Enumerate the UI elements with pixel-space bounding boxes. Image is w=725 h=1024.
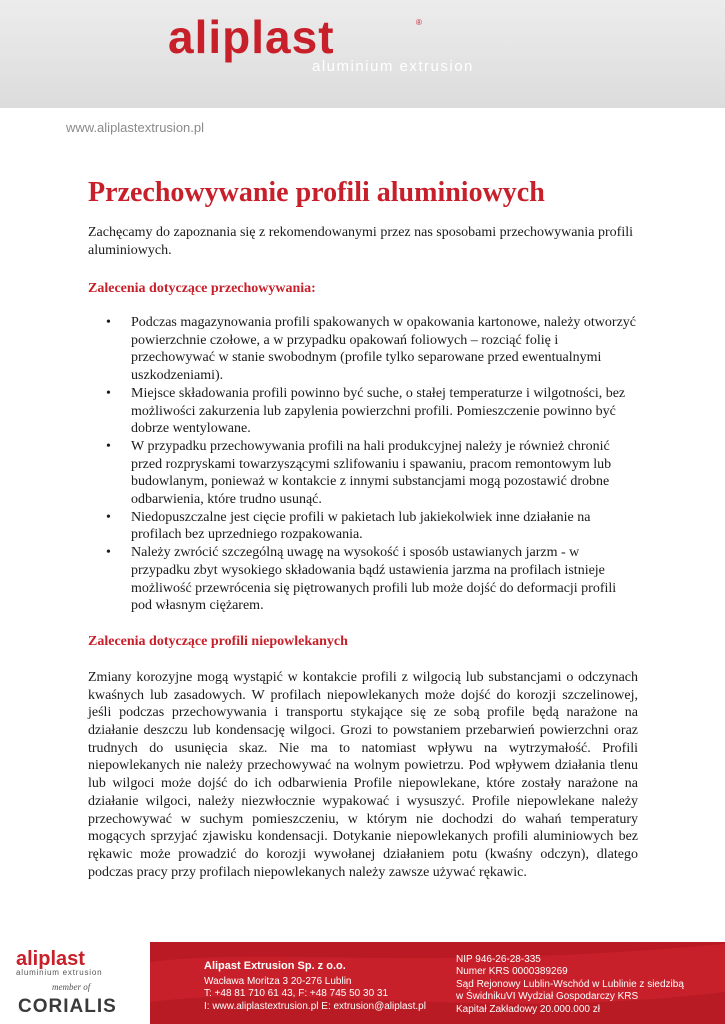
section-heading-storage: Zalecenia dotyczące przechowywania: xyxy=(88,281,316,296)
storage-recommendations-list xyxy=(88,314,638,615)
footer-phone: T: +48 81 710 61 43, F: +48 745 50 30 31 xyxy=(204,988,389,1000)
header-band xyxy=(0,0,725,108)
list-item xyxy=(88,544,638,615)
footer-web-email[interactable]: I: www.aliplastextrusion.pl E: extrusion@aliplast.pl xyxy=(204,1000,426,1012)
bullet-icon: • xyxy=(106,545,111,561)
member-of-label: member of xyxy=(52,982,91,992)
footer-logo: aliplast xyxy=(16,948,85,970)
list-item xyxy=(88,509,638,544)
bullet-icon: • xyxy=(106,438,111,454)
list-item-text: Miejsce składowania profili powinno być suche, o stałej temperaturze i wilgotności, bez możliwości zakurzenia lub zapylenia powierzchni profili. Pomieszczenie powinno być dobrze wentylowane. xyxy=(131,385,626,437)
header-website-link[interactable]: www.aliplastextrusion.pl xyxy=(66,120,205,135)
bullet-icon: • xyxy=(106,509,111,525)
section-heading-uncoated: Zalecenia dotyczące profili niepowlekanych xyxy=(88,633,348,649)
footer-logo-tagline: aluminium extrusion xyxy=(16,968,103,977)
footer-contact-column xyxy=(204,976,426,1013)
uncoated-profiles-paragraph: Zmiany korozyjne mogą wystąpić w kontakcie profili z wilgocią lub substancjami o odczynach kwaśnych lub zasadowych. W profilach niepowlekanych może dojść do korozji szczelinowej, jeśli podczas przechowywania i transportu stykające się ze sobą profile będą narażone na działanie deszczu lub kondensację wilgoci. Grozi to powstaniem przebarwień powierzchni oraz trudnych do usunięcia skaz. Nie ma to natomiast wpływu na wytrzymałość. Profili niepowlekanych nie należy przechowywać na wolnym powietrzu. Pod wpływem działania tlenu lub wilgoci może dojść do ich odbarwienia Profile niepowlekane, które zostały narażone na działanie wilgoci, należy niezwłocznie wypakować i wysuszyć. Profile niepowlekane należy przechowywać w suchym pomieszczeniu, w którym nie dochodzi do wahań temperatury mogących sprzyjać zjawisku kondensacji. Dotykanie niepowlekanych profili aluminiowych bez rękawic może prowadzić do korozji wywołanej działaniem potu (kwaśny odczyn), dlatego podczas pracy przy profilach niepowlekanych należy zawsze używać rękawic. xyxy=(88,669,638,880)
footer-court-line2: w ŚwidnikuVI Wydział Gospodarczy KRS xyxy=(456,991,639,1003)
intro-paragraph: Zachęcamy do zapoznania się z rekomendowanymi przez nas sposobami przechowywania profili aluminiowych. xyxy=(88,225,634,258)
page-title: Przechowywanie profili aluminiowych xyxy=(88,177,545,208)
footer-court-line1: Sąd Rejonowy Lublin-Wschód w Lublinie z siedzibą xyxy=(456,978,684,990)
bullet-icon: • xyxy=(106,315,111,330)
footer-registration-column xyxy=(456,954,684,1016)
list-item-text: Podczas magazynowania profili spakowanych w opakowania kartonowe, należy otworzyć powierzchnie czołowe, a w przypadku opakowań foliowych – rozciąć folię i przechowywać w stanie swobodnym (profile tylko separowane przed ewentualnymi uszkodzeniami). xyxy=(131,315,636,384)
bullet-icon: • xyxy=(106,385,111,401)
header-logo: aliplast xyxy=(168,11,335,63)
corialis-logo: CORIALIS xyxy=(18,996,117,1017)
document-body xyxy=(88,176,638,881)
header-tagline: aluminium extrusion xyxy=(312,58,474,75)
footer-capital: Kapitał Zakładowy 20.000.000 zł xyxy=(456,1003,600,1015)
footer-address: Wacława Moritza 3 20-276 Lublin xyxy=(204,976,352,987)
footer-krs: Numer KRS 0000389269 xyxy=(456,966,568,978)
list-item-text: Należy zwrócić szczególną uwagę na wysokość i sposób ustawianych jarzm - w przypadku zbyt wysokiego składowania bądź ustawienia jarzma na profilach istnieje możliwość przewrócenia się piętrowanych profili lub może dojść do deformacji profili pod własnym ciężarem. xyxy=(131,545,617,614)
list-item xyxy=(88,314,638,385)
list-item xyxy=(88,438,638,509)
list-item xyxy=(88,385,638,438)
list-item-text: W przypadku przechowywania profili na hali produkcyjnej należy je również chronić przed rozpryskami towarzyszącymi szlifowaniu i spawaniu, pracom remontowym lub budowlanym, ponieważ w kontakcie z innymi substancjami mogą pozostawić drobne odbarwienia, które trudno usunąć. xyxy=(131,438,612,508)
footer-nip: NIP 946-26-28-335 xyxy=(456,954,541,965)
registered-mark: ® xyxy=(416,18,422,27)
list-item-text: Niedopuszczalne jest cięcie profili w pakietach lub jakiekolwiek inne działanie na profilach bez uprzedniego rozpakowania. xyxy=(131,509,591,543)
footer-company-name: Alipast Extrusion Sp. z o.o. xyxy=(204,960,346,972)
